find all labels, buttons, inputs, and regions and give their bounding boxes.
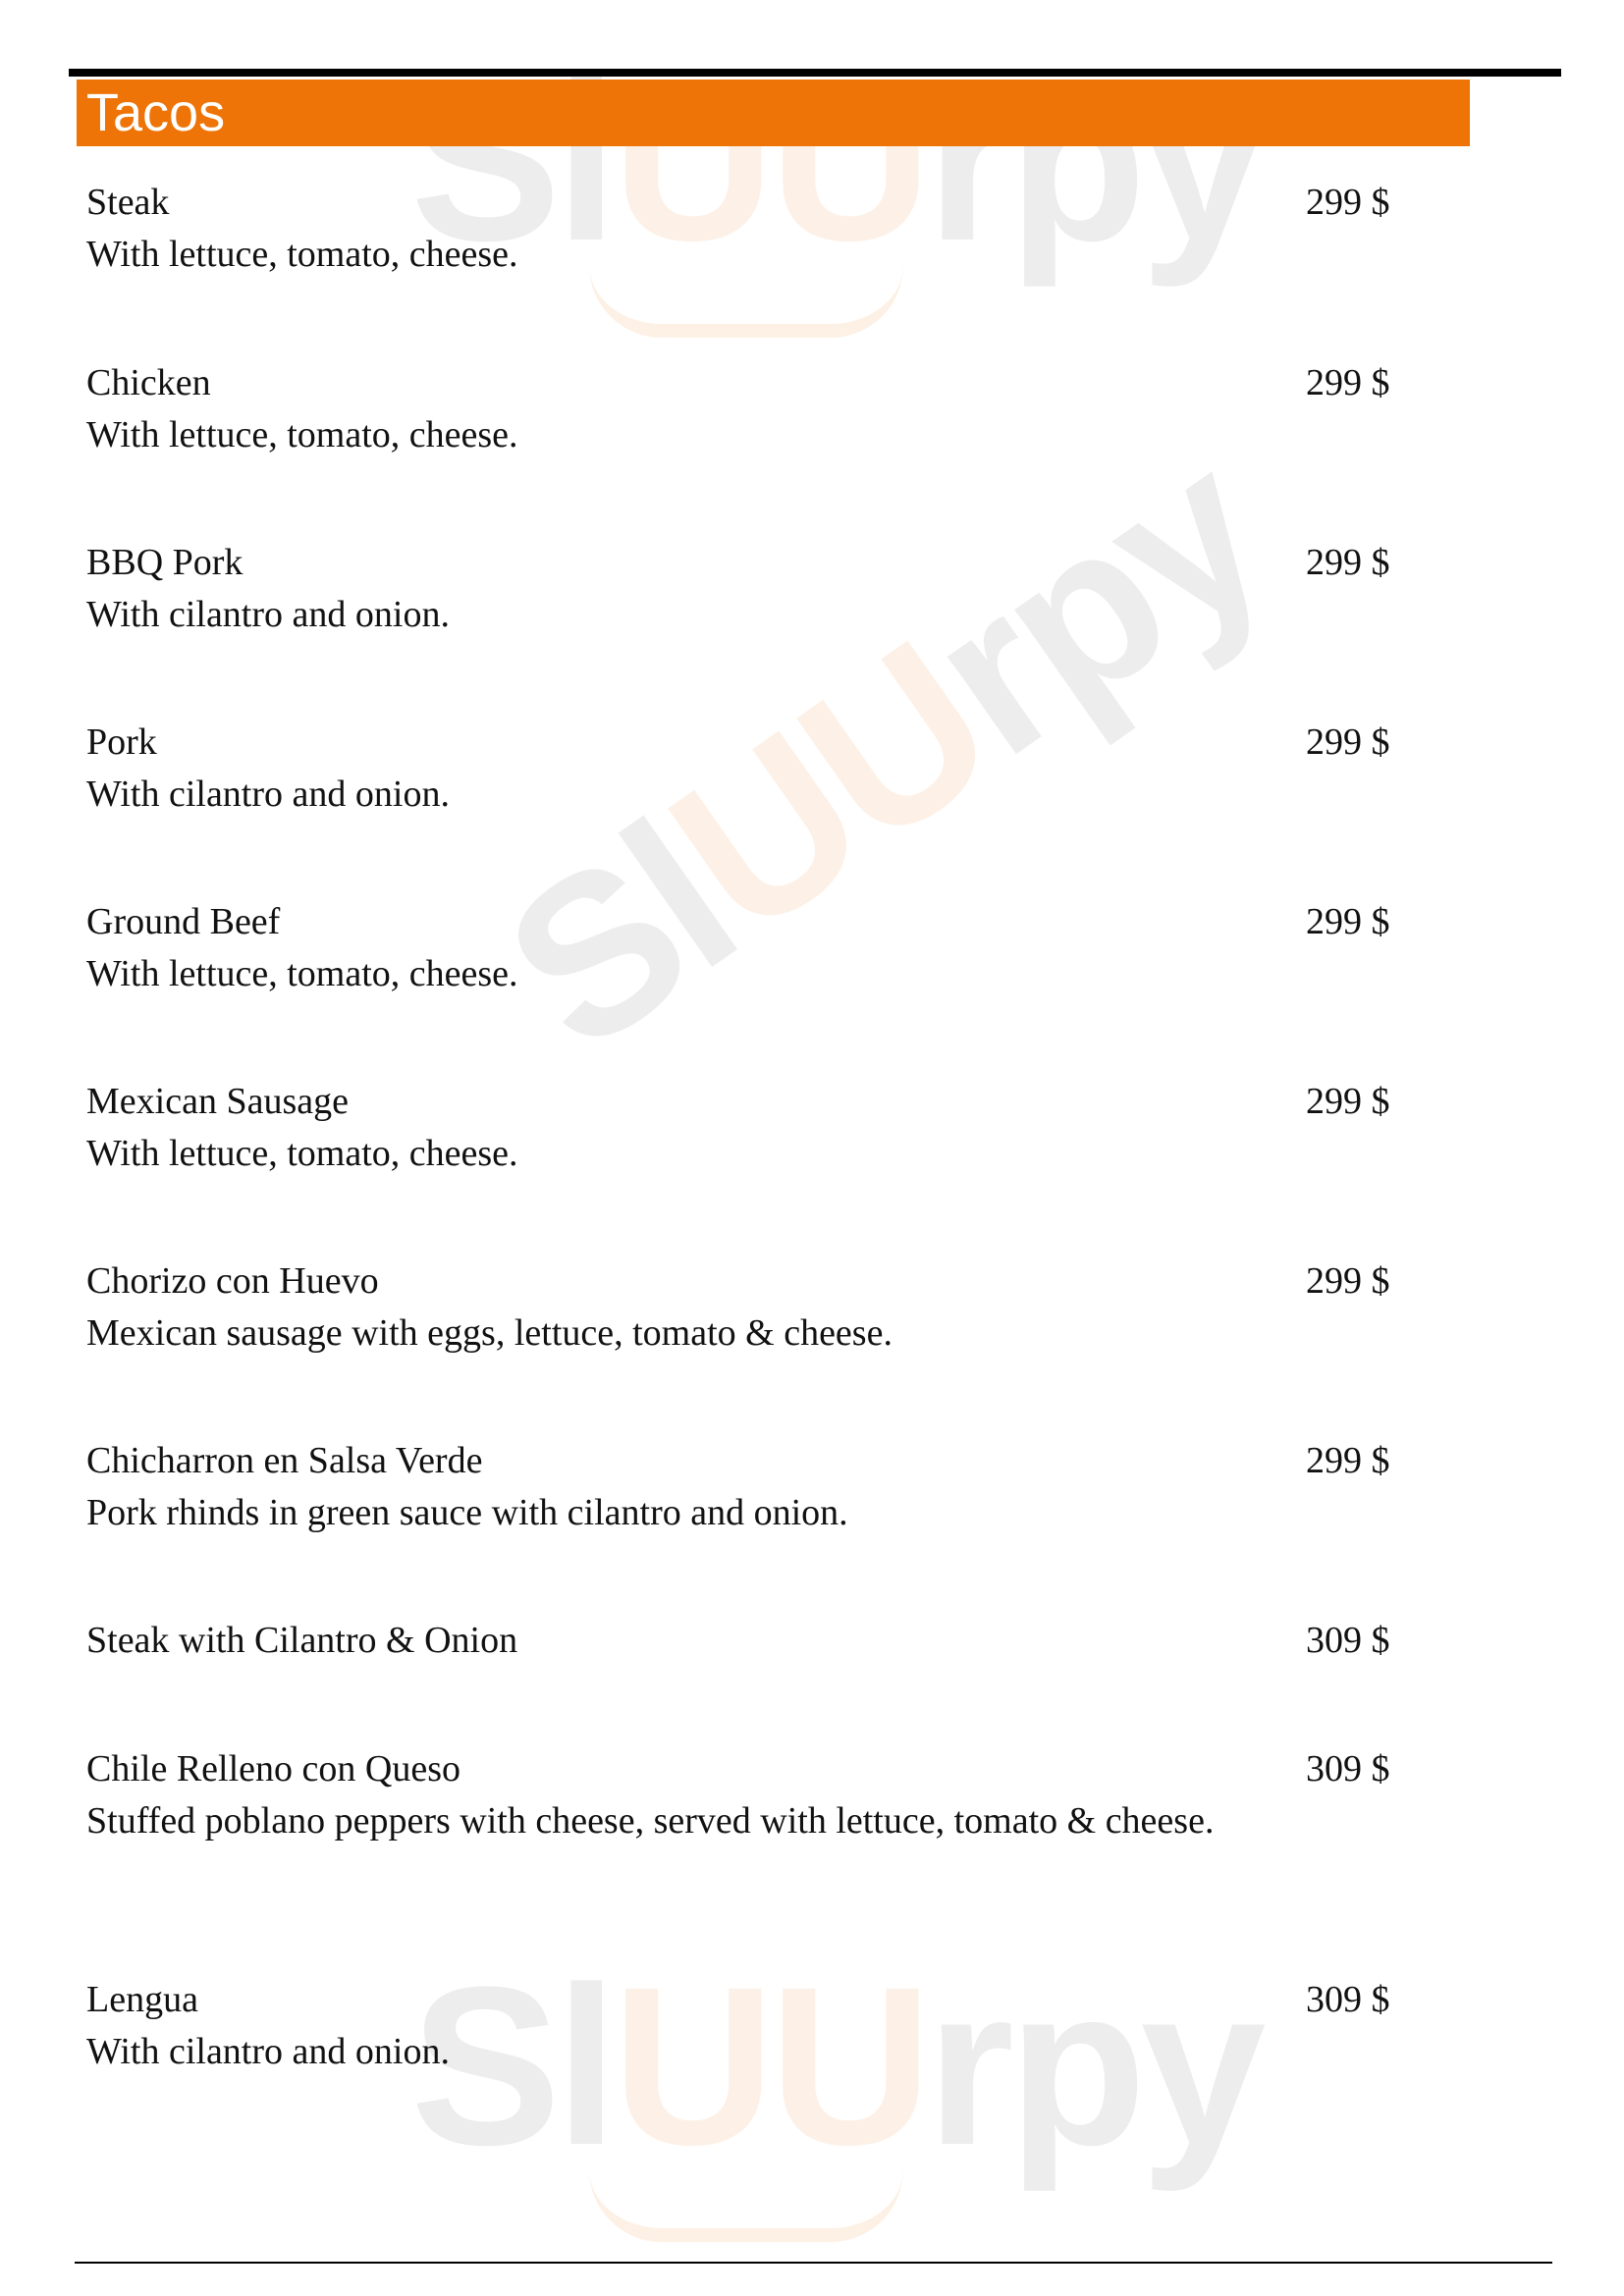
menu-item [86,1974,1402,2154]
watermark-logo: SlUUrpy [410,35,1261,288]
menu-item-name: Chile Relleno con Queso [86,1748,460,1789]
menu-item-name: Chorizo con Huevo [86,1260,379,1302]
menu-item-name: Steak [86,182,170,223]
menu-item-price: 299 $ [1306,1081,1390,1122]
menu-item-price: 299 $ [1306,542,1390,583]
menu-item-description: Stuffed poblano peppers with cheese, served with lettuce, tomato & cheese. [86,1800,1215,1842]
menu-item-description: With lettuce, tomato, cheese. [86,1133,518,1174]
menu-item-description: Pork rhinds in green sauce with cilantro and onion. [86,1492,848,1533]
menu-item [86,717,1402,896]
menu-item-price: 309 $ [1306,1620,1390,1661]
menu-item-description: With lettuce, tomato, cheese. [86,953,518,994]
menu-item-name: BBQ Pork [86,542,244,583]
menu-item-price: 299 $ [1306,721,1390,763]
menu-item-price: 299 $ [1306,1260,1390,1302]
menu-item-name: Steak with Cilantro & Onion [86,1620,518,1661]
menu-item [86,1255,1402,1435]
menu-item-price: 299 $ [1306,362,1390,403]
menu-item-price: 309 $ [1306,1748,1390,1789]
watermark-logo: SlUUrpy [410,1940,1261,2192]
menu-item [86,537,1402,717]
menu-item-name: Chicken [86,362,211,403]
menu-item [86,1743,1402,1974]
menu-item-price: 309 $ [1306,1979,1390,2020]
menu-item [86,177,1402,357]
menu-item-description: Mexican sausage with eggs, lettuce, tomato & cheese. [86,1312,893,1354]
menu-item [86,1615,1402,1743]
menu-list [86,177,1402,2154]
menu-item-name: Pork [86,721,157,763]
menu-item-description: With lettuce, tomato, cheese. [86,234,518,275]
menu-item-description: With cilantro and onion. [86,594,450,635]
bottom-rule [75,2262,1552,2264]
menu-item-description: With cilantro and onion. [86,2031,450,2072]
menu-item [86,357,1402,537]
menu-item-description: With lettuce, tomato, cheese. [86,414,518,455]
menu-item [86,896,1402,1076]
menu-item-price: 299 $ [1306,901,1390,942]
menu-item-price: 299 $ [1306,182,1390,223]
menu-item-name: Lengua [86,1979,198,2020]
menu-item-name: Ground Beef [86,901,281,942]
top-rule [69,69,1561,77]
watermark-logo: SlUUrpy [462,404,1305,1099]
menu-item-price: 299 $ [1306,1440,1390,1481]
menu-item-name: Mexican Sausage [86,1081,349,1122]
section-header: Tacos [77,80,1470,146]
menu-item-name: Chicharron en Salsa Verde [86,1440,483,1481]
watermark-smile-icon [589,2169,903,2242]
menu-item-description: With cilantro and onion. [86,774,450,815]
menu-item [86,1076,1402,1255]
menu-item [86,1435,1402,1615]
